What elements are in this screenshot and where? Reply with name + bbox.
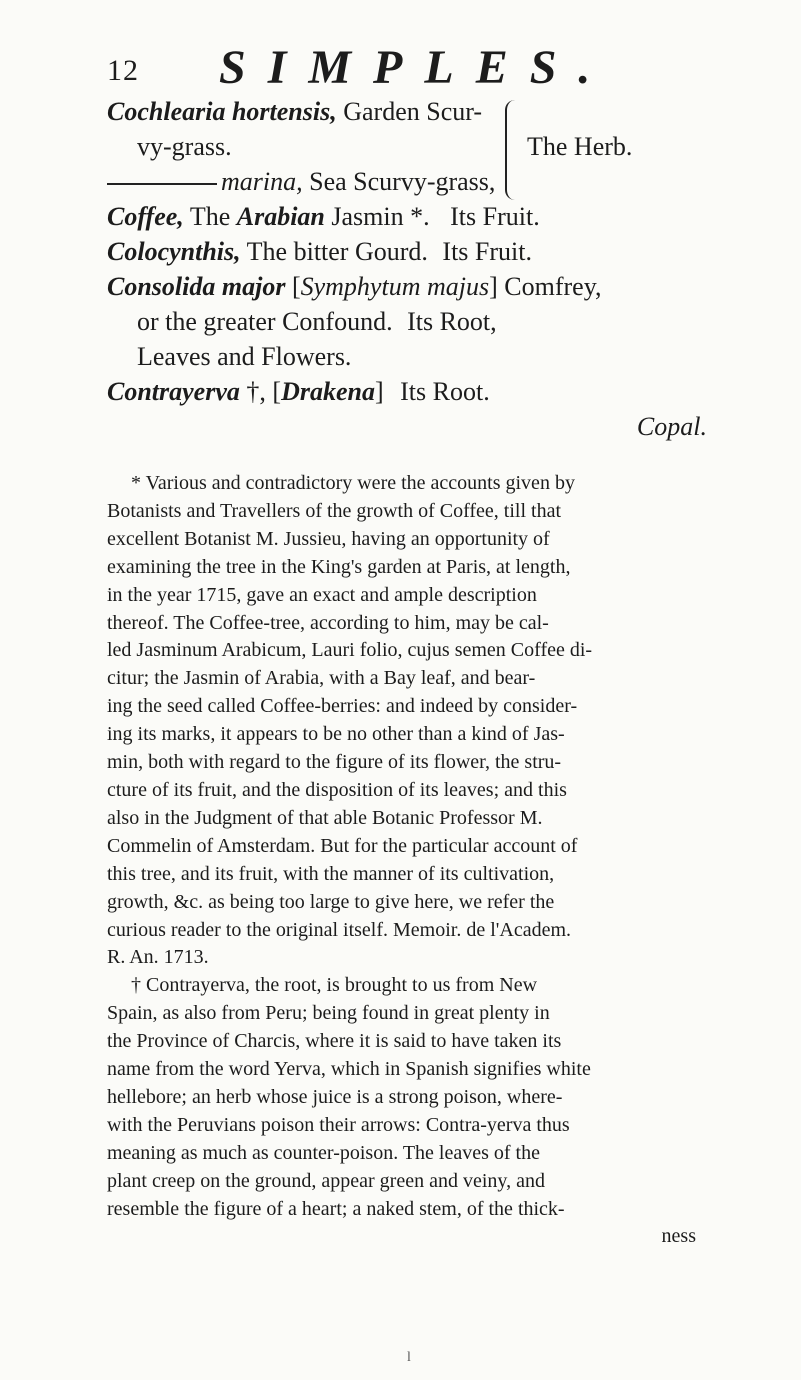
- entry-part-used: Its Fruit.: [450, 202, 540, 231]
- bracket-close: ]: [374, 377, 384, 406]
- footnote-line: excellent Botanist M. Jussieu, having an opportunity of: [107, 527, 550, 550]
- entry-english-name: Sea Scurvy-grass,: [309, 167, 496, 196]
- footnote-line: Botanists and Travellers of the growth of Coffee, till that: [107, 499, 562, 522]
- entry-coffee: [107, 199, 707, 234]
- entry-continuation: vy-grass.: [137, 132, 232, 161]
- footnote-line: ing its marks, it appears to be no other than a kind of Jas-: [107, 723, 565, 746]
- brace: [505, 100, 521, 200]
- bracket-open: [: [291, 272, 301, 301]
- footnote-line: examining the tree in the King's garden at Paris, at length,: [107, 555, 571, 578]
- footnote-line: this tree, and its fruit, with the manner of its cultivation,: [107, 862, 555, 885]
- footnote-line: Contrayerva, the root, is brought to us from New: [146, 974, 538, 997]
- entry-latin-name: Colocynthis,: [107, 237, 241, 266]
- footnote-line: the Province of Charcis, where it is said to have taken its: [107, 1030, 562, 1053]
- footnote-line: Various and contradictory were the accounts given by: [145, 472, 575, 494]
- footnotes: [107, 470, 704, 1251]
- footnote-line: in the year 1715, gave an exact and ample description: [107, 583, 537, 606]
- entry-consolida: [107, 269, 707, 374]
- entry-latin-name: Cochlearia hortensis,: [107, 97, 337, 126]
- page-number: 12: [107, 54, 139, 87]
- entry-continuation: or the greater Confound.: [137, 307, 393, 336]
- footnote-line: meaning as much as counter-poison. The leaves of the: [107, 1141, 540, 1164]
- entry-part-used: Its Root.: [400, 377, 490, 406]
- footnote-line: cture of its fruit, and the disposition of its leaves; and this: [107, 778, 567, 801]
- footnote-line: led Jasminum Arabicum, Lauri folio, cujus semen Coffee di-: [107, 639, 593, 662]
- entry-latin-name: Contrayerva: [107, 377, 240, 406]
- footnote-coffee: [107, 470, 704, 972]
- footnote-reference: †,: [246, 377, 266, 406]
- entry-english-name: The: [189, 202, 231, 231]
- footnote-line: ing the seed called Coffee-berries: and indeed by consider-: [107, 695, 578, 718]
- entry-latin-name: marina,: [221, 167, 303, 196]
- footnote-line: thereof. The Coffee-tree, according to him, may be cal-: [107, 611, 549, 634]
- entry-contrayerva: [107, 374, 707, 409]
- footnote-line: plant creep on the ground, appear green and veiny, and: [107, 1169, 545, 1192]
- entry-english-name: Comfrey,: [504, 272, 602, 301]
- signature-mark: l: [407, 1350, 411, 1365]
- bracket-open: [: [272, 377, 282, 406]
- footnote-line: citur; the Jasmin of Arabia, with a Bay leaf, and bear-: [107, 667, 536, 690]
- simples-entries: [107, 94, 707, 444]
- bracket-close: ]: [489, 272, 498, 301]
- running-head: [107, 40, 687, 100]
- footnote-contrayerva: [107, 972, 704, 1251]
- entry-continuation: Leaves and Flowers.: [137, 342, 352, 371]
- page-title: SIMPLES.: [219, 41, 613, 94]
- footnote-line: Commelin of Amsterdam. But for the particular account of: [107, 834, 578, 857]
- footnote-line: growth, &c. as being too large to give here, we refer the: [107, 890, 555, 913]
- entry-synonym: Symphytum majus: [300, 272, 490, 301]
- entry-latin-name: Consolida major: [107, 272, 286, 301]
- entry-colocynthis: [107, 234, 707, 269]
- entry-english-name: The bitter Gourd.: [246, 237, 428, 266]
- entry-part-used: Its Fruit.: [442, 237, 532, 266]
- entry-cochlearia: [107, 94, 707, 199]
- entry-english-rest: Jasmin *.: [331, 202, 430, 231]
- entry-part-used: Its Root,: [407, 307, 497, 336]
- footnote-line: with the Peruvians poison their arrows: Contra-yerva thus: [107, 1113, 570, 1136]
- footnote-line: resemble the figure of a heart; a naked stem, of the thick-: [107, 1197, 565, 1220]
- footnote-mark: †: [131, 974, 141, 997]
- footnote-line: hellebore; an herb whose juice is a strong poison, where-: [107, 1085, 563, 1108]
- footnote-line: also in the Judgment of that able Botanic Professor M.: [107, 806, 543, 829]
- entry-english-name: Garden Scur-: [343, 97, 483, 126]
- catchword: Copal.: [636, 412, 707, 441]
- ditto-dash: [107, 183, 217, 185]
- entry-latin-name: Coffee,: [107, 202, 184, 231]
- footnote-line: Spain, as also from Peru; being found in great plenty in: [107, 1002, 550, 1025]
- footnote-line: R. An. 1713.: [107, 946, 209, 969]
- entry-qualifier: Arabian: [236, 202, 325, 231]
- footnote-line: curious reader to the original itself. Memoir. de l'Academ.: [107, 918, 572, 941]
- footnote-line: min, both with regard to the figure of its flower, the stru-: [107, 751, 562, 774]
- entry-synonym: Drakena: [281, 377, 375, 406]
- footnote-line: name from the word Yerva, which in Spanish signifies white: [107, 1058, 591, 1081]
- catchword: ness: [661, 1225, 696, 1248]
- footnote-mark: *: [131, 472, 141, 494]
- entry-part-used: The Herb.: [527, 132, 633, 161]
